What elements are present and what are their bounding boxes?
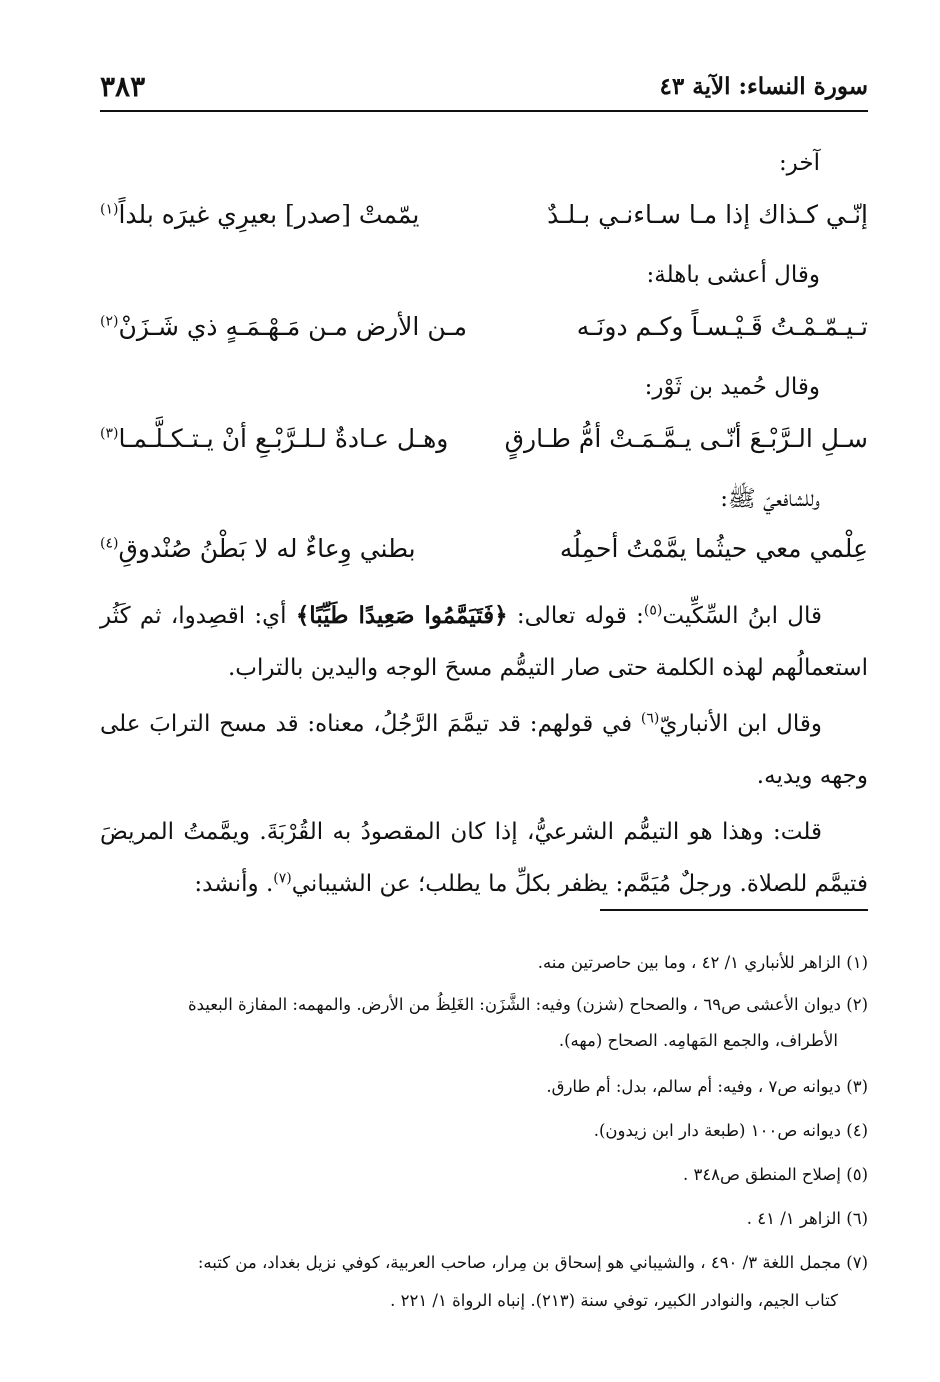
verse-intro-2: وقال أعشى باهلة:	[646, 262, 820, 288]
footnote-ref-5: (٥)	[643, 602, 663, 619]
footnote-5: (٥) إصلاح المنطق ص٣٤٨ .	[682, 1165, 868, 1184]
verse-1-second-hemistich	[100, 200, 419, 229]
verse-4-second-hemistich	[100, 534, 416, 563]
footnote-1: (١) الزاهر للأنباري ١/ ٤٢ ، وما بين حاصرتين منه.	[537, 953, 868, 972]
verse-4-second-text: بطني وِعاءٌ له لا بَطْنُ صُنْدوقِ	[118, 534, 416, 563]
para-1-text-a: قال ابنُ السِّكِّيت	[662, 603, 822, 629]
footnote-2-continued: الأطراف، والجمع المَهامِه. الصحاح (مهه).	[558, 1031, 838, 1050]
footnote-6: (٦) الزاهر ١/ ٤١ .	[746, 1209, 868, 1228]
footnote-3: (٣) ديوانه ص٧ ، وفيه: أم سالم، بدل: أم طارق.	[546, 1077, 868, 1096]
paragraph-tayammum	[100, 806, 868, 910]
verse-intro-4: وللشافعيّ ﷺ:	[720, 486, 820, 512]
verse-intro-1: آخر:	[778, 150, 820, 176]
footnote-2: (٢) ديوان الأعشى ص٦٩ ، والصحاح (شزن) وفيه: الشَّزَن: الغَلِظُ من الأرض. والمهمه: المفازة البعيدة	[187, 995, 868, 1014]
footnote-ref-6: (٦)	[640, 710, 660, 727]
footnote-7-continued: كتاب الجيم، والنوادر الكبير، توفي سنة (٢١٣). إنباه الرواة ١/ ٢٢١ .	[390, 1291, 838, 1310]
footnote-ref-7: (٧)	[273, 870, 292, 887]
footnote-ref-1: (١)	[100, 201, 119, 218]
verse-4-first-hemistich: عِلْمي معي حيثُما يمَّمْتُ أحمِلُه	[559, 534, 868, 563]
page-header	[100, 66, 868, 106]
footnote-ref-3: (٣)	[100, 425, 119, 442]
verse-2-first-hemistich: تـيـمّـمْـتُ قَـيْـسـاً وكـم دونَـه	[576, 312, 868, 341]
verse-1-first-hemistich: إنّـي كـذاك إذا مـا سـاءنـي بـلـدٌ	[547, 200, 868, 229]
running-title: سورة النساء: الآية ٤٣	[659, 72, 868, 100]
verse-intro-3: وقال حُميد بن ثَوْر:	[644, 374, 820, 400]
verse-1-second-text: يمّمتْ [صدر] بعيرِي غيرَه بلداً	[118, 200, 420, 229]
para-2-text-a: وقال ابن الأنباريّ	[659, 711, 822, 737]
page-number: ٣٨٣	[100, 69, 146, 103]
footnote-7: (٧) مجمل اللغة ٣/ ٤٩٠ ، والشيباني هو إسحاق بن مِرار، صاحب العربية، كوفي نزيل بغداد، من كتبه:	[197, 1253, 868, 1272]
footnote-separator	[600, 909, 868, 911]
verse-2-second-hemistich	[100, 312, 467, 341]
quran-quote: ﴿فَتَيَمَّمُوا صَعِيدًا طَيِّبًا﴾	[295, 602, 508, 629]
header-rule	[100, 110, 868, 112]
paragraph-ibn-al-sikkit	[100, 590, 868, 694]
verse-2-second-text: مـن الأرض مـن مَـهْـمَـهٍ ذي شَـزَنْ	[118, 312, 468, 341]
footnote-4: (٤) ديوانه ص١٠٠ (طبعة دار ابن زيدون).	[593, 1121, 868, 1140]
para-2-text-b: في قولهم: قد تيمَّمَ الرَّجُلُ، معناه: قد مسح الترابَ على وجهه ويديه.	[100, 711, 868, 789]
paragraph-ibn-al-anbari	[100, 698, 868, 802]
verse-3-second-text: وهـل عـادةٌ لـلـرَّبْـعِ أنْ يـتـكـلَّـمـا	[118, 424, 449, 453]
para-1-text-b: : قوله تعالى:	[507, 603, 644, 629]
para-1-text-c: أي: اقصِدوا، ثم كَثُر استعمالُهم لهذه الكلمة حتى صار التيمُّم مسحَ الوجه واليدين بالتراب.	[100, 603, 868, 681]
para-3-text-b: . وأنشد:	[194, 871, 274, 897]
para-3-text-a: قلت: وهذا هو التيمُّم الشرعيُّ، إذا كان المقصودُ به القُرْبَةَ. ويمَّمتُ المريضَ فتيمَّم للصلاة. ورجلٌ مُيَمَّم: يظفر بكلِّ ما يطلب؛ عن الشيباني	[100, 819, 868, 897]
verse-3-first-hemistich: سـلِ الـرَّبْـعَ أنّـى يـمَّـمَـتْ أمُّ طـارقٍ	[504, 424, 868, 453]
verse-3-second-hemistich	[100, 424, 448, 453]
footnote-ref-2: (٢)	[100, 313, 119, 330]
footnote-ref-4: (٤)	[100, 535, 119, 552]
